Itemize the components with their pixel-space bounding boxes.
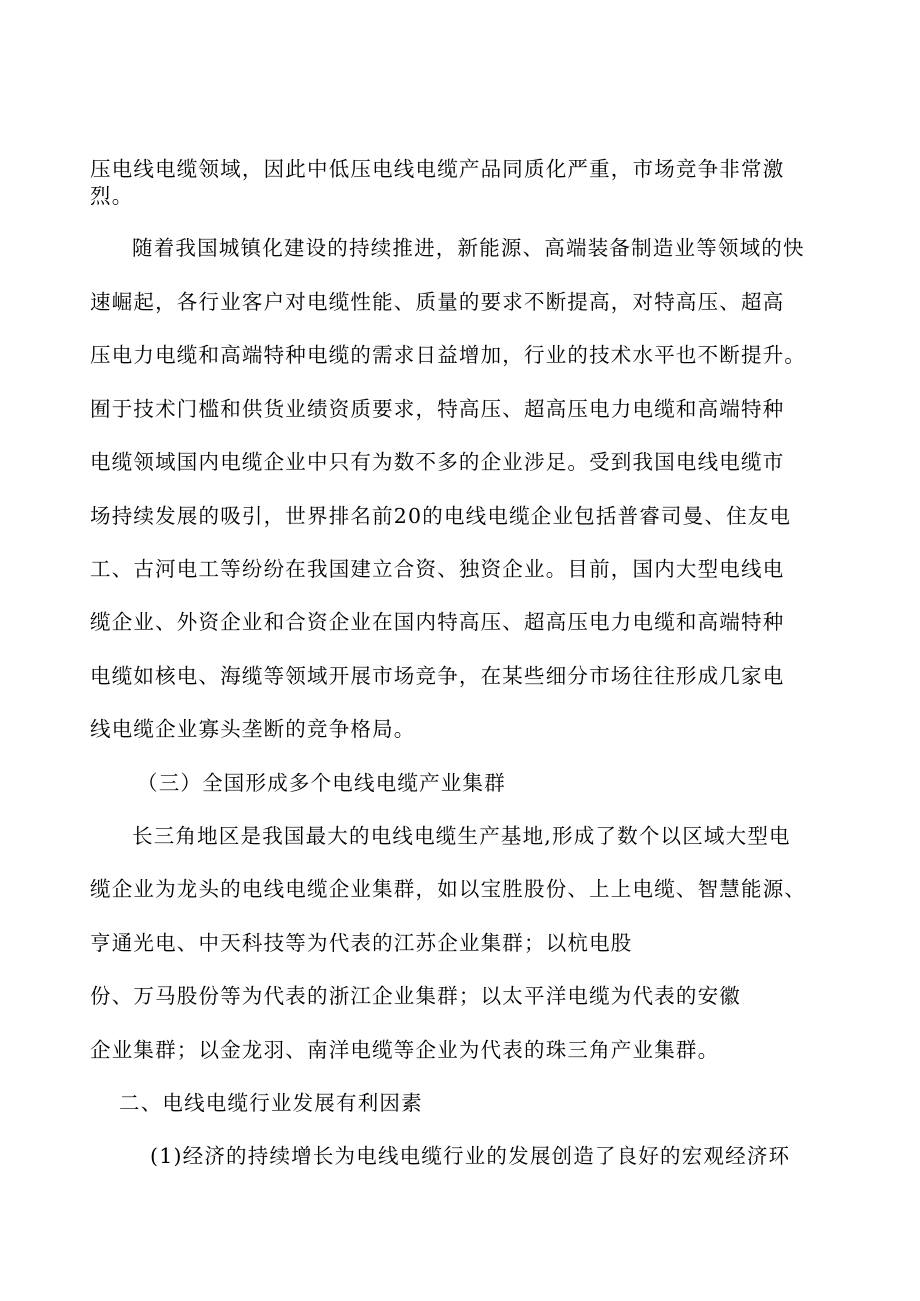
paragraph-line: 场持续发展的吸引，世界排名前20的电线电缆企业包括普睿司曼、住友电 [90,504,792,528]
paragraph-line: 压电力电缆和高端特种电缆的需求日益增加，行业的技术水平也不断提升。 [90,343,807,367]
paragraph-line: 企业集群；以金龙羽、南洋电缆等企业为代表的珠三角产业集群。 [90,1038,720,1062]
paragraph-line: 工、古河电工等纷纷在我国建立合资、独资企业。目前，国内大型电线电 [90,557,785,581]
paragraph-line: (1)经济的持续增长为电线电缆行业的发展创造了良好的宏观经济环 [150,1144,791,1168]
section-heading: 二、电线电缆行业发展有利因素 [119,1091,423,1115]
section-heading: （三）全国形成多个电线电缆产业集群 [137,771,506,795]
paragraph-line: 线电缆企业寡头垄断的竞争格局。 [90,717,416,741]
paragraph-line: 缆企业为龙头的电线电缆企业集群，如以宝胜股份、上上电缆、智慧能源、 [90,877,807,901]
paragraph-line: 囿于技术门槛和供货业绩资质要求，特高压、超高压电力电缆和高端特种 [90,397,785,421]
paragraph-line: 烈。 [90,184,134,208]
paragraph-line: 电缆领域国内电缆企业中只有为数不多的企业涉足。受到我国电线电缆市 [90,450,785,474]
paragraph-line: 速崛起，各行业客户对电缆性能、质量的要求不断提高，对特高压、超高 [90,290,785,314]
paragraph-line: 亨通光电、中天科技等为代表的江苏企业集群；以杭电股 [90,931,633,955]
paragraph-line: 压电线电缆领域，因此中低压电线电缆产品同质化严重，市场竞争非常激 [90,157,785,181]
paragraph-line: 电缆如核电、海缆等领域开展市场竞争，在某些细分市场往往形成几家电 [90,664,785,688]
paragraph-line: 随着我国城镇化建设的持续推进，新能源、高端装备制造业等领域的快 [132,236,805,260]
paragraph-line: 缆企业、外资企业和合资企业在国内特高压、超高压电力电缆和高端特种 [90,610,785,634]
paragraph-line: 长三角地区是我国最大的电线电缆生产基地,形成了数个以区域大型电 [132,824,791,848]
paragraph-line: 份、万马股份等为代表的浙江企业集群；以太平洋电缆为代表的安徽 [90,984,741,1008]
